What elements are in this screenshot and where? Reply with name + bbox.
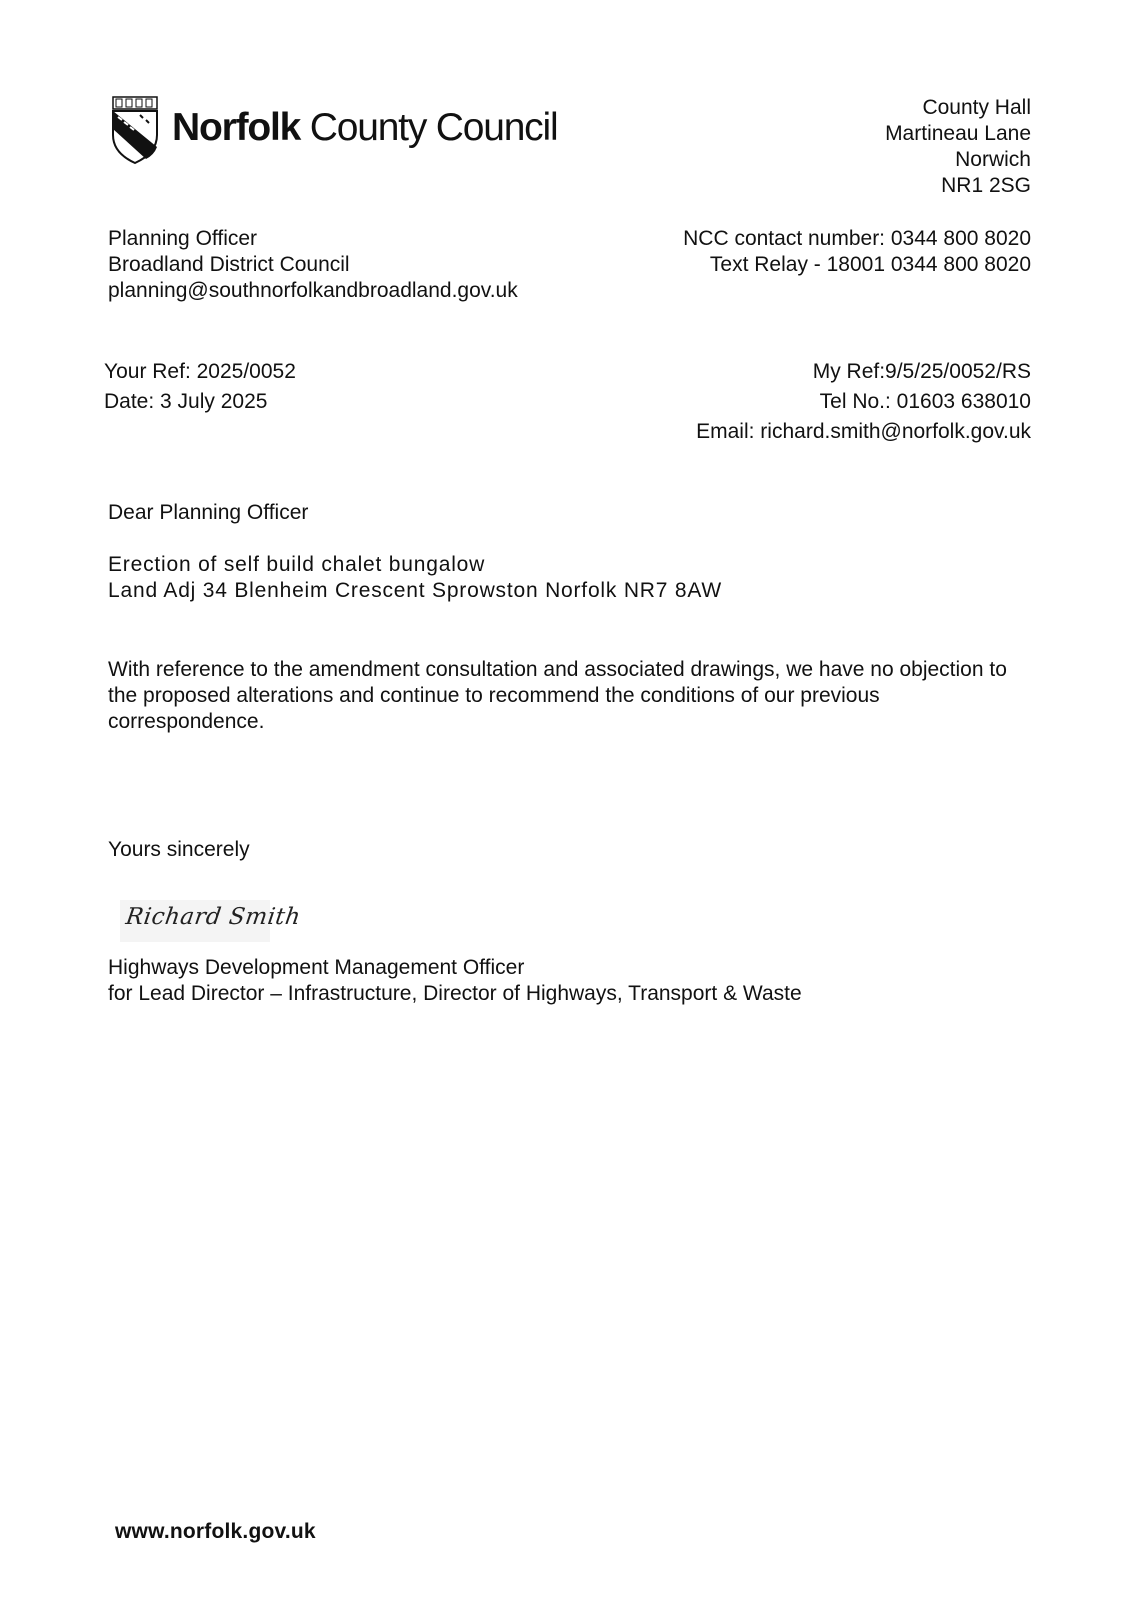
officer-email: Email: richard.smith@norfolk.gov.uk [696,420,1031,443]
text-relay: Text Relay - 18001 0344 800 8020 [709,253,1031,276]
signature-handwriting: Richard Smith [124,904,303,930]
your-ref: Your Ref: 2025/0052 [104,360,296,383]
subject-block [108,552,722,604]
closing-text: Yours sincerely [108,838,250,861]
recipient-email: planning@southnorfolkandbroadland.gov.uk [108,279,518,302]
address-line: Martineau Lane [885,122,1031,145]
contact-phone: NCC contact number: 0344 800 8020 [683,227,1031,250]
subject-line-1: Erection of self build chalet bungalow [108,553,486,576]
sign-off-block [108,955,802,1007]
letter-body [108,657,1008,735]
address-line: County Hall [922,96,1031,119]
my-ref: My Ref:9/5/25/0052/RS [812,360,1031,383]
tel-number: Tel No.: 01603 638010 [819,390,1031,413]
greeting [108,500,308,526]
recipient-role: Planning Officer [108,227,258,250]
footer-website[interactable]: www.norfolk.gov.uk [115,1520,316,1543]
logo-wordmark: Norfolk County Council [172,106,558,149]
contact-block [683,226,1031,278]
council-crest-icon [110,95,160,165]
letter-date: Date: 3 July 2025 [104,390,268,413]
signatory-title: Highways Development Management Officer [108,956,525,979]
recipient-block [108,226,518,304]
reference-right [696,357,1031,447]
reference-left [104,357,296,417]
address-line: Norwich [955,148,1031,171]
address-line: NR1 2SG [941,174,1031,197]
signature [120,900,303,942]
council-address [885,95,1031,199]
norfolk-county-council-logo [110,95,570,165]
signatory-on-behalf: for Lead Director – Infrastructure, Director of Highways, Transport & Waste [108,982,802,1005]
greeting-text: Dear Planning Officer [108,501,309,524]
recipient-organisation: Broadland District Council [108,253,350,276]
body-paragraph: With reference to the amendment consultation and associated drawings, we have no objection to the proposed alterations and continue to recommend the conditions of our previous correspondence. [108,658,1007,733]
closing [108,837,250,863]
subject-line-2: Land Adj 34 Blenheim Crescent Sprowston Norfolk NR7 8AW [108,579,722,602]
